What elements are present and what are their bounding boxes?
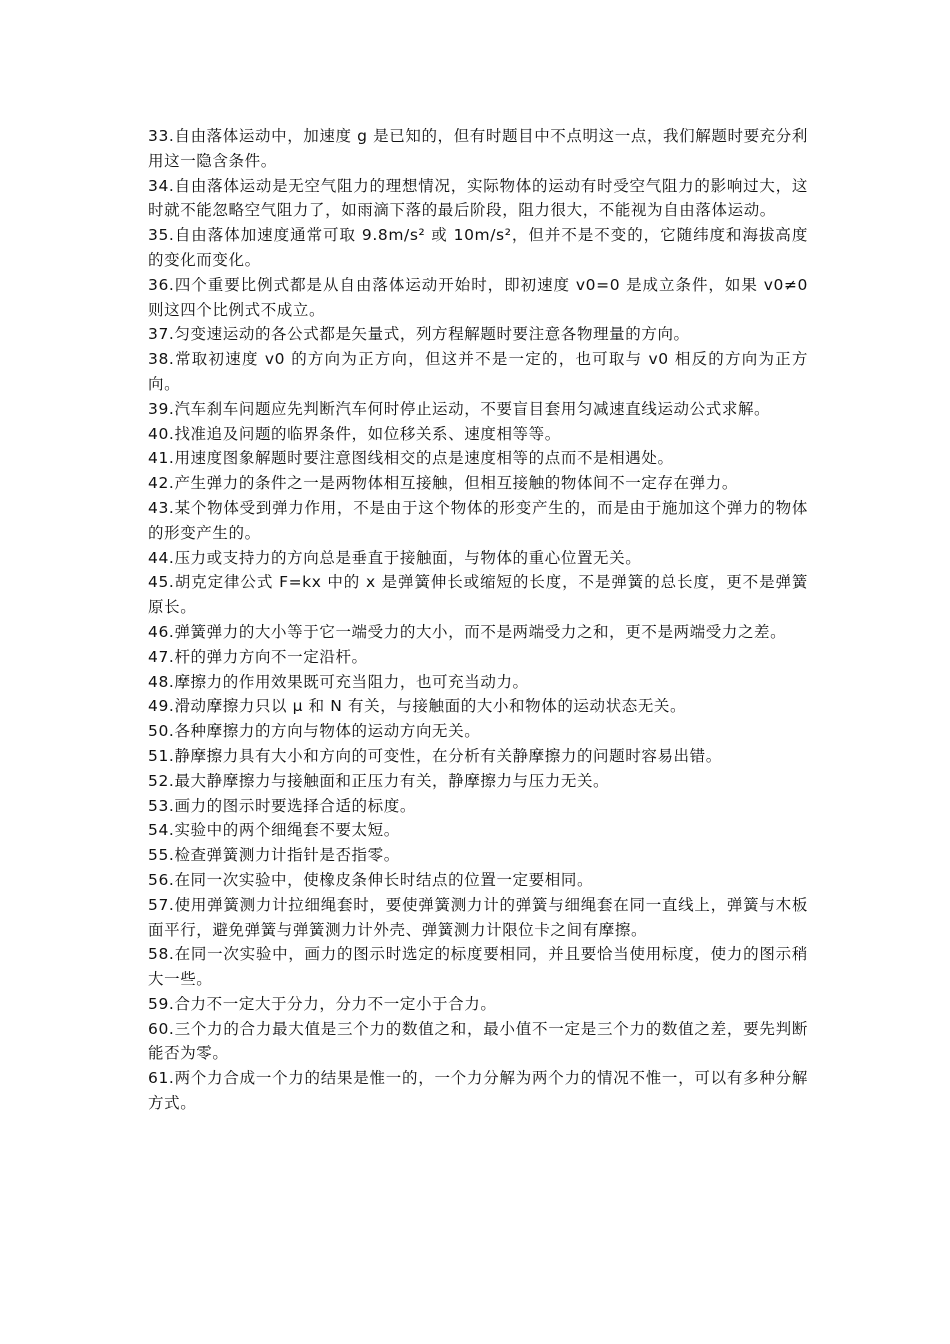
- list-item: 44.压力或支持力的方向总是垂直于接触面，与物体的重心位置无关。: [148, 548, 642, 567]
- list-item: 56.在同一次实验中，使橡皮条伸长时结点的位置一定要相同。: [148, 870, 594, 889]
- list-item: 58.在同一次实验中，画力的图示时选定的标度要相同，并且要恰当使用标度，使力的图示稍大一些。: [148, 945, 808, 989]
- list-item: 52.最大静摩擦力与接触面和正压力有关，静摩擦力与压力无关。: [148, 771, 610, 790]
- list-item: 41.用速度图象解题时要注意图线相交的点是速度相等的点而不是相遇处。: [148, 449, 674, 468]
- list-item: 42.产生弹力的条件之一是两物体相互接触，但相互接触的物体间不一定存在弹力。: [148, 474, 738, 493]
- list-item: 38.常取初速度 v0 的方向为正方向，但这并不是一定的，也可取与 v0 相反的方向为正方向。: [148, 350, 808, 393]
- list-item: 43.某个物体受到弹力作用，不是由于这个物体的形变产生的，而是由于施加这个弹力的物体的形变产生的。: [148, 498, 808, 542]
- list-item: 36.四个重要比例式都是从自由落体运动开始时，即初速度 v0=0 是成立条件，如果 v0≠0 则这四个比例式不成立。: [148, 275, 808, 319]
- list-item: 54.实验中的两个细绳套不要太短。: [148, 821, 400, 840]
- list-item: 34.自由落体运动是无空气阻力的理想情况，实际物体的运动有时受空气阻力的影响过大，这时就不能忽略空气阻力了，如雨滴下落的最后阶段，阻力很大，不能视为自由落体运动。: [148, 176, 808, 220]
- list-item: 57.使用弹簧测力计拉细绳套时，要使弹簧测力计的弹簧与细绳套在同一直线上，弹簧与木板面平行，避免弹簧与弹簧测力计外壳、弹簧测力计限位卡之间有摩擦。: [148, 895, 808, 939]
- list-item: 33.自由落体运动中，加速度 g 是已知的，但有时题目中不点明这一点，我们解题时要充分利用这一隐含条件。: [148, 127, 808, 170]
- list-item: 61.两个力合成一个力的结果是惟一的，一个力分解为两个力的情况不惟一，可以有多种分解方式。: [148, 1069, 808, 1113]
- list-item: 59.合力不一定大于分力，分力不一定小于合力。: [148, 994, 497, 1013]
- list-item: 46.弹簧弹力的大小等于它一端受力的大小，而不是两端受力之和，更不是两端受力之差。: [148, 622, 787, 641]
- list-item: 50.各种摩擦力的方向与物体的运动方向无关。: [148, 722, 481, 741]
- document-body: [148, 124, 808, 1116]
- list-item: 55.检查弹簧测力计指针是否指零。: [148, 846, 400, 865]
- list-item: 47.杆的弹力方向不一定沿杆。: [148, 647, 368, 666]
- list-item: 37.匀变速运动的各公式都是矢量式，列方程解题时要注意各物理量的方向。: [148, 325, 690, 344]
- list-item: 53.画力的图示时要选择合适的标度。: [148, 796, 416, 815]
- list-item: 40.找准追及问题的临界条件，如位移关系、速度相等等。: [148, 424, 561, 443]
- list-item: 48.摩擦力的作用效果既可充当阻力，也可充当动力。: [148, 672, 529, 691]
- list-item: 51.静摩擦力具有大小和方向的可变性，在分析有关静摩擦力的问题时容易出错。: [148, 746, 722, 765]
- list-item: 35.自由落体加速度通常可取 9.8m/s² 或 10m/s²，但并不是不变的，它随纬度和海拔高度的变化而变化。: [148, 226, 808, 269]
- list-item: 60.三个力的合力最大值是三个力的数值之和，最小值不一定是三个力的数值之差，要先判断能否为零。: [148, 1019, 808, 1063]
- list-item: 49.滑动摩擦力只以 μ 和 N 有关，与接触面的大小和物体的运动状态无关。: [148, 697, 687, 716]
- list-item: 45.胡克定律公式 F=kx 中的 x 是弹簧伸长或缩短的长度，不是弹簧的总长度，更不是弹簧原长。: [148, 573, 808, 617]
- list-item: 39.汽车刹车问题应先判断汽车何时停止运动，不要盲目套用匀减速直线运动公式求解。: [148, 399, 771, 418]
